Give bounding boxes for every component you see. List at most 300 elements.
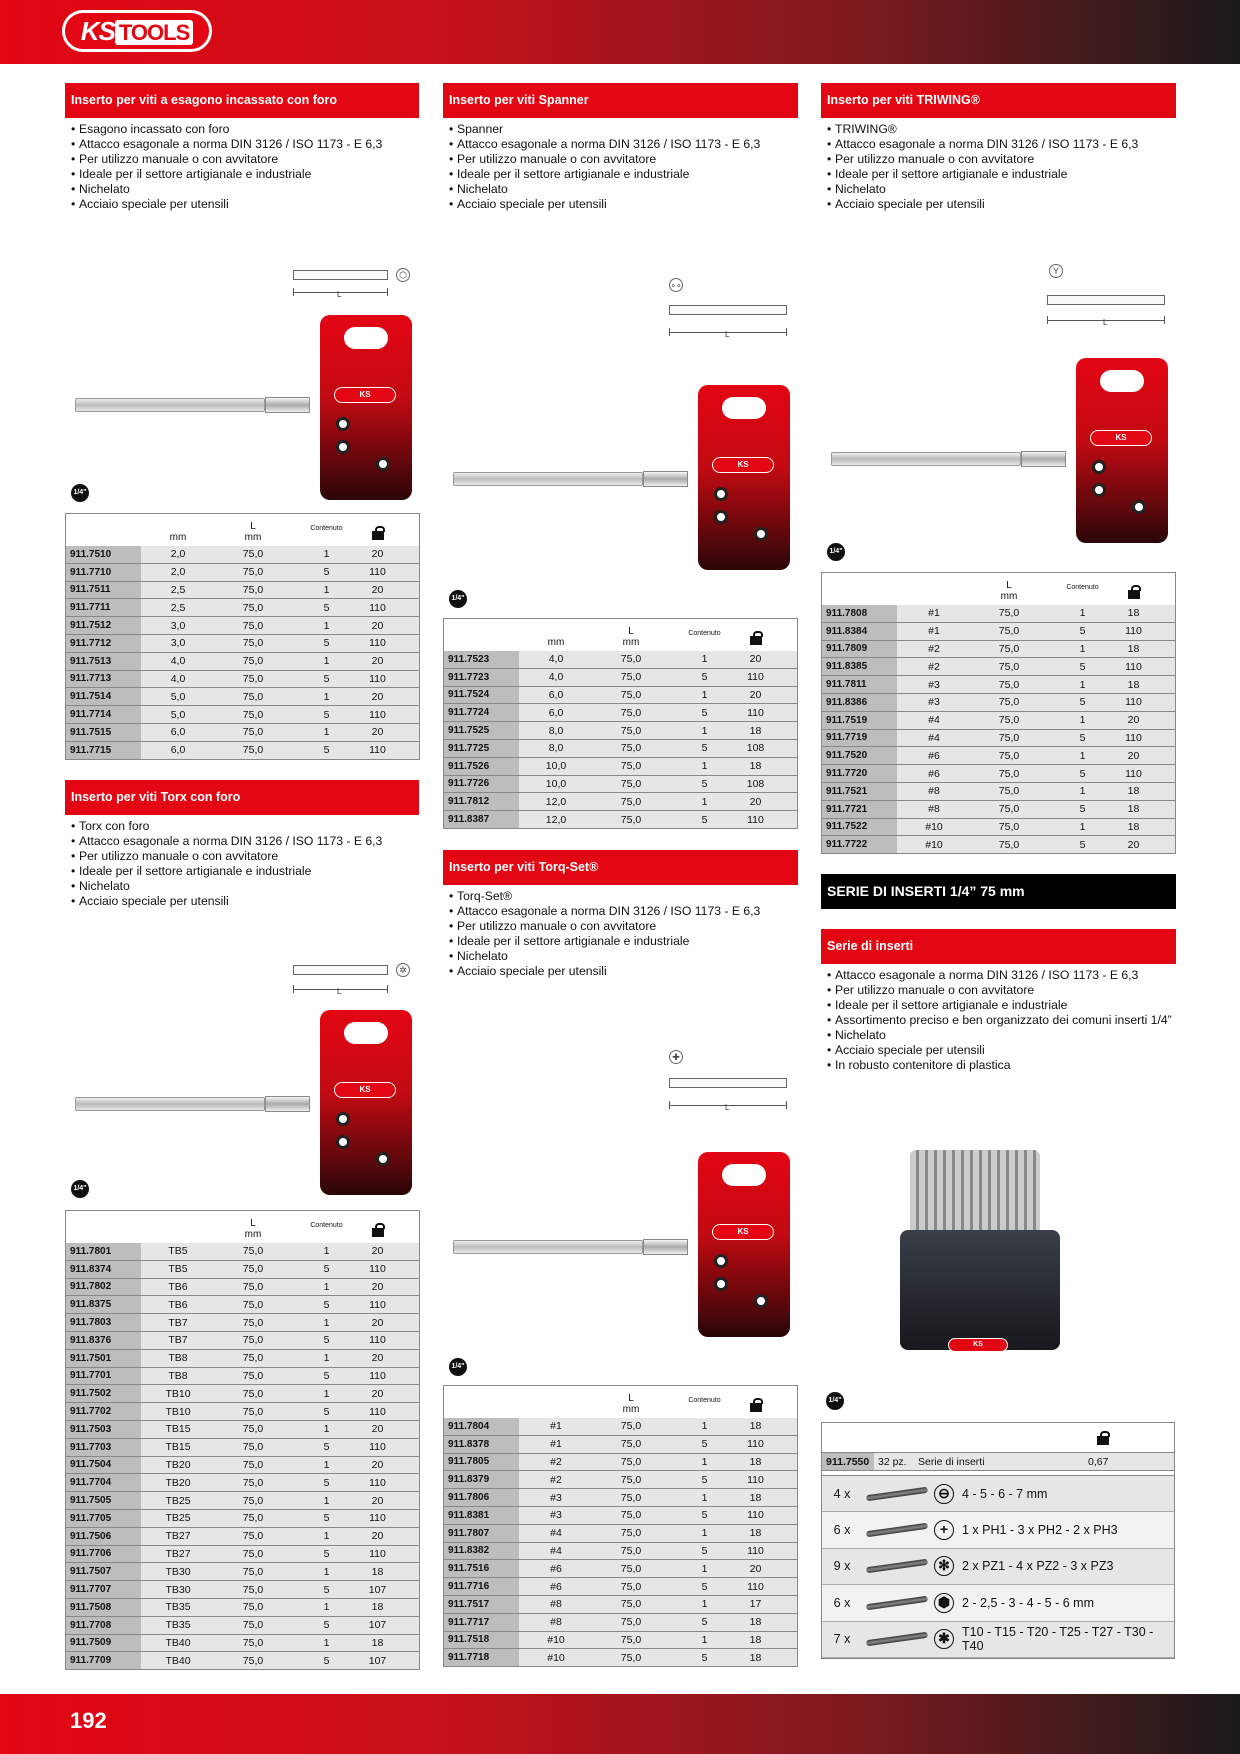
table-cell: 75,0 [216, 546, 291, 564]
table-cell: 5 [669, 704, 741, 722]
table-cell: 1 [669, 1453, 741, 1471]
table-cell: #10 [897, 836, 972, 854]
table-cell: 75,0 [216, 1474, 291, 1492]
table-row [66, 741, 420, 759]
top-banner [0, 0, 1240, 64]
feature-item: • Ideale per il settore artigianale e industriale [827, 167, 1176, 182]
table-cell: TB27 [141, 1527, 216, 1545]
torqset-tip-icon: ✚ [669, 1050, 683, 1064]
weight-icon [1097, 1431, 1109, 1445]
table-cell: 1 [1047, 605, 1119, 623]
table-cell: 2,5 [141, 581, 216, 599]
feature-item: • Per utilizzo manuale o con avvitatore [449, 919, 798, 934]
table-cell: 5 [291, 1331, 363, 1349]
table-cell: #4 [519, 1542, 594, 1560]
table-row [444, 1471, 798, 1489]
feature-list [65, 819, 419, 909]
table-cell: #8 [897, 800, 972, 818]
table-row [66, 1331, 420, 1349]
table-cell: 75,0 [972, 605, 1047, 623]
article-code: 911.7725 [444, 739, 519, 757]
article-code: 911.8384 [822, 622, 897, 640]
table-cell: 1 [291, 1527, 363, 1545]
article-code: 911.7811 [822, 676, 897, 694]
table-cell: 20 [363, 1243, 393, 1261]
table-cell: 75,0 [594, 1524, 669, 1542]
table-cell: 110 [363, 1509, 393, 1527]
table-cell: 75,0 [972, 818, 1047, 836]
table-row [444, 1649, 798, 1667]
feature-item: • In robusto contenitore di plastica [827, 1058, 1176, 1073]
table-cell: 75,0 [216, 1456, 291, 1474]
table-cell: 75,0 [594, 1560, 669, 1578]
weight-icon [372, 526, 384, 540]
table-cell: 18 [741, 757, 771, 775]
table-cell: 1 [669, 793, 741, 811]
table-cell: #4 [519, 1524, 594, 1542]
table-row [822, 605, 1176, 623]
table-cell: 75,0 [216, 1385, 291, 1403]
drive-badge: 1/4" [827, 543, 845, 561]
feature-list [443, 889, 798, 979]
set-item-desc: 2 x PZ1 - 4 x PZ2 - 3 x PZ3 [962, 1559, 1114, 1574]
table-cell: 75,0 [216, 1581, 291, 1599]
feature-list [443, 122, 798, 212]
table-cell: #2 [897, 658, 972, 676]
table-cell: 8,0 [519, 739, 594, 757]
table-cell: 75,0 [594, 739, 669, 757]
feature-item: • Attacco esagonale a norma DIN 3126 / ISO 1173 - E 6,3 [71, 137, 419, 152]
table-cell: 75,0 [594, 1578, 669, 1596]
table-cell: 1 [1047, 747, 1119, 765]
feature-item: • Ideale per il settore artigianale e industriale [449, 167, 798, 182]
table-cell: 20 [363, 1492, 393, 1510]
feature-item: • Ideale per il settore artigianale e industriale [827, 998, 1176, 1013]
table-row [66, 1634, 420, 1652]
table-cell: 75,0 [216, 581, 291, 599]
table-cell: 3,0 [141, 617, 216, 635]
table-cell: 2,5 [141, 599, 216, 617]
table-row [822, 836, 1176, 854]
table-row [822, 800, 1176, 818]
table-cell: 75,0 [216, 1509, 291, 1527]
table-cell: 18 [741, 1418, 771, 1436]
table-cell: 1 [669, 1524, 741, 1542]
table-cell: 3,0 [141, 634, 216, 652]
table-cell: TB6 [141, 1278, 216, 1296]
table-cell: 1 [669, 1418, 741, 1436]
article-code: 911.7512 [66, 617, 141, 635]
table-cell: 110 [1119, 693, 1149, 711]
table-cell: #2 [897, 640, 972, 658]
table-cell: 5 [291, 1474, 363, 1492]
table-row [66, 1581, 420, 1599]
article-code: 911.7519 [822, 711, 897, 729]
article-code: 911.7524 [444, 686, 519, 704]
table-cell: 108 [741, 739, 771, 757]
hex-icon: ⬢ [934, 1593, 954, 1613]
article-code: 911.7504 [66, 1456, 141, 1474]
ks-tools-logo: KS TOOLS [62, 10, 212, 52]
table-cell: 20 [1119, 747, 1149, 765]
feature-item: • Spanner [449, 122, 798, 137]
table-cell: 1 [291, 1598, 363, 1616]
table-cell: 75,0 [216, 1634, 291, 1652]
torx-icon: ✱ [934, 1629, 954, 1649]
table-row [822, 676, 1176, 694]
table-row [66, 1509, 420, 1527]
table-row [444, 739, 798, 757]
table-cell: 5,0 [141, 688, 216, 706]
table-row [822, 765, 1176, 783]
article-code: 911.7812 [444, 793, 519, 811]
feature-item: • Attacco esagonale a norma DIN 3126 / ISO 1173 - E 6,3 [827, 137, 1176, 152]
article-code: 911.7713 [66, 670, 141, 688]
article-code: 911.8381 [444, 1506, 519, 1524]
table-cell: 5 [291, 634, 363, 652]
table-row [66, 723, 420, 741]
article-code: 911.7513 [66, 652, 141, 670]
table-cell: 110 [1119, 622, 1149, 640]
table-cell: 75,0 [594, 1649, 669, 1667]
table-cell: 18 [363, 1634, 393, 1652]
table-row [822, 729, 1176, 747]
feature-item: • Attacco esagonale a norma DIN 3126 / ISO 1173 - E 6,3 [827, 968, 1176, 983]
table-cell: 1 [669, 1631, 741, 1649]
article-code: 911.7507 [66, 1563, 141, 1581]
article-code: 911.7719 [822, 729, 897, 747]
article-code: 911.8387 [444, 811, 519, 829]
table-row [822, 658, 1176, 676]
set-item-row [822, 1512, 1174, 1548]
table-cell: 20 [1119, 836, 1149, 854]
article-code: 911.7805 [444, 1453, 519, 1471]
table-cell: 75,0 [216, 670, 291, 688]
table-cell: 110 [741, 668, 771, 686]
feature-item: • Per utilizzo manuale o con avvitatore [449, 152, 798, 167]
table-cell: 110 [363, 1474, 393, 1492]
table-cell: TB40 [141, 1652, 216, 1670]
table-row [66, 1456, 420, 1474]
table-cell: 5 [291, 1367, 363, 1385]
table-cell: 75,0 [216, 617, 291, 635]
article-code: 911.7526 [444, 757, 519, 775]
set-item-desc: 2 - 2,5 - 3 - 4 - 5 - 6 mm [962, 1595, 1094, 1610]
table-cell: 75,0 [216, 563, 291, 581]
table-cell: 75,0 [594, 1595, 669, 1613]
table-row [66, 1385, 420, 1403]
table-row [66, 652, 420, 670]
feature-item: • Esagono incassato con foro [71, 122, 419, 137]
table-cell: 5 [669, 668, 741, 686]
table-cell: 5 [291, 1652, 363, 1670]
table-cell: 75,0 [216, 1420, 291, 1438]
table-cell: 20 [741, 793, 771, 811]
table-cell: 75,0 [216, 1652, 291, 1670]
table-cell: 1 [291, 1278, 363, 1296]
drive-badge: 1/4" [449, 590, 467, 608]
table-cell: 1 [669, 757, 741, 775]
table-cell: 1 [669, 651, 741, 669]
table-cell: TB10 [141, 1403, 216, 1421]
table-cell: 18 [741, 1453, 771, 1471]
table-cell: 5 [669, 1542, 741, 1560]
table-cell: 107 [363, 1616, 393, 1634]
article-code: 911.7510 [66, 546, 141, 564]
table-row [444, 1542, 798, 1560]
table-cell: 6,0 [141, 723, 216, 741]
section-triwing [821, 83, 1176, 212]
article-code: 911.7506 [66, 1527, 141, 1545]
article-code: 911.7709 [66, 1652, 141, 1670]
table-cell: 75,0 [972, 747, 1047, 765]
section-bit-set [821, 874, 1176, 1073]
pozidriv-icon: ✻ [934, 1556, 954, 1576]
table-cell: 18 [1119, 676, 1149, 694]
table-row [444, 1595, 798, 1613]
table-cell: 110 [363, 563, 393, 581]
table-cell: 110 [1119, 729, 1149, 747]
table-row: 911.7550 32 pz. Serie di inserti 0,67 [822, 1453, 1174, 1471]
article-code: 911.7516 [444, 1560, 519, 1578]
table-cell: 5 [291, 1509, 363, 1527]
feature-item: • Nichelato [71, 182, 419, 197]
spec-table-triwing: L mm Contenuto 911.7808 #1 75,0 1 18 911.8384 #1 75,0 5 110 911.7809 #2 75,0 1 18 911.8385 #2 75,0 5 110 911.7811 #3 75,0 1 18 911.8386 #3 75,0 5 110 911.7519 #4 75,0 1 20 911.7719 #4 75,0 5 110 911.7520 #6 75,0 1 20 911.7720 #6 75,0 5 110 911.7521 #8 75,0 1 18 911.7721 #8 75,0 5 18 911.7522 #10 75,0 1 18 911.7722 #10 75,0 5 20 [821, 572, 1176, 854]
article-code: 911.7715 [66, 741, 141, 759]
table-cell: 107 [363, 1581, 393, 1599]
drive-badge: 1/4" [71, 1180, 89, 1198]
table-row [444, 1435, 798, 1453]
table-cell: 75,0 [216, 1438, 291, 1456]
table-cell: 1 [669, 1560, 741, 1578]
drive-badge: 1/4" [449, 1358, 467, 1376]
table-cell: 75,0 [216, 1349, 291, 1367]
table-cell: 20 [363, 1527, 393, 1545]
article-code: 911.7804 [444, 1418, 519, 1436]
table-cell: 1 [669, 1595, 741, 1613]
table-cell: 5 [669, 1435, 741, 1453]
table-cell: 75,0 [216, 1598, 291, 1616]
table-cell: TB25 [141, 1492, 216, 1510]
table-cell: 20 [363, 546, 393, 564]
table-cell: 1 [291, 723, 363, 741]
table-cell: 5 [291, 1616, 363, 1634]
table-row [822, 782, 1176, 800]
table-cell: #10 [519, 1649, 594, 1667]
table-row [444, 1578, 798, 1596]
article-code: 911.7522 [822, 818, 897, 836]
table-cell: 18 [363, 1598, 393, 1616]
table-cell: TB25 [141, 1509, 216, 1527]
table-cell: 5 [1047, 622, 1119, 640]
article-code: 911.7716 [444, 1578, 519, 1596]
feature-item: • Assortimento preciso e ben organizzato dei comuni inserti 1/4” [827, 1013, 1176, 1028]
section-title: Inserto per viti Torq-Set® [443, 850, 798, 885]
article-code: 911.7702 [66, 1403, 141, 1421]
table-cell: 1 [291, 688, 363, 706]
table-cell: 75,0 [972, 836, 1047, 854]
feature-item: • Per utilizzo manuale o con avvitatore [71, 849, 419, 864]
table-cell: 1 [669, 686, 741, 704]
table-cell: TB7 [141, 1331, 216, 1349]
table-cell: 75,0 [216, 1243, 291, 1261]
table-row [444, 1453, 798, 1471]
table-cell: 75,0 [972, 676, 1047, 694]
feature-item: • Attacco esagonale a norma DIN 3126 / ISO 1173 - E 6,3 [449, 137, 798, 152]
hex-tip-icon: ⬡ [396, 268, 410, 282]
set-item-desc: T10 - T15 - T20 - T25 - T27 - T30 - T40 [962, 1625, 1154, 1654]
table-row [66, 1492, 420, 1510]
feature-item: • Ideale per il settore artigianale e industriale [71, 167, 419, 182]
article-code: 911.8375 [66, 1296, 141, 1314]
article-code: 911.7520 [822, 747, 897, 765]
table-cell: #8 [519, 1613, 594, 1631]
table-cell: 18 [741, 1613, 771, 1631]
article-code: 911.7803 [66, 1314, 141, 1332]
table-cell: 18 [741, 722, 771, 740]
feature-item: • Per utilizzo manuale o con avvitatore [71, 152, 419, 167]
table-row [444, 704, 798, 722]
table-cell: 110 [363, 1545, 393, 1563]
table-cell: 75,0 [216, 723, 291, 741]
table-row [66, 1563, 420, 1581]
table-cell: 12,0 [519, 793, 594, 811]
table-cell: TB15 [141, 1438, 216, 1456]
feature-item: • Acciaio speciale per utensili [449, 964, 798, 979]
article-code: 911.7525 [444, 722, 519, 740]
table-cell: 17 [741, 1595, 771, 1613]
table-cell: 110 [363, 1296, 393, 1314]
article-code: 911.7511 [66, 581, 141, 599]
slot-icon: ⊖ [934, 1484, 954, 1504]
table-cell: 110 [363, 1403, 393, 1421]
section-title: Inserto per viti a esagono incassato con foro [65, 83, 419, 118]
feature-item: • Torx con foro [71, 819, 419, 834]
table-cell: 75,0 [594, 1506, 669, 1524]
table-cell: 110 [363, 1260, 393, 1278]
table-row [444, 1560, 798, 1578]
article-code: 911.7704 [66, 1474, 141, 1492]
feature-item: • Acciaio speciale per utensili [827, 1043, 1176, 1058]
table-row [66, 563, 420, 581]
table-cell: 75,0 [972, 622, 1047, 640]
table-cell: TB30 [141, 1563, 216, 1581]
article-code: 911.7722 [822, 836, 897, 854]
table-cell: #6 [897, 765, 972, 783]
article-code: 911.7717 [444, 1613, 519, 1631]
table-row [444, 722, 798, 740]
table-cell: 1 [291, 1634, 363, 1652]
feature-item: • Ideale per il settore artigianale e industriale [71, 864, 419, 879]
table-cell: TB6 [141, 1296, 216, 1314]
table-cell: 20 [363, 1349, 393, 1367]
table-row [822, 818, 1176, 836]
feature-item: • Per utilizzo manuale o con avvitatore [827, 152, 1176, 167]
table-cell: 1 [291, 1314, 363, 1332]
table-cell: 1 [291, 1492, 363, 1510]
article-code: 911.7707 [66, 1581, 141, 1599]
feature-item: • Acciaio speciale per utensili [449, 197, 798, 212]
table-cell: 18 [1119, 605, 1149, 623]
table-row [444, 793, 798, 811]
table-row [66, 1296, 420, 1314]
table-cell: 107 [363, 1652, 393, 1670]
table-cell: 5 [291, 1296, 363, 1314]
article-code: 911.7523 [444, 651, 519, 669]
table-cell: 75,0 [216, 1563, 291, 1581]
article-code: 911.7701 [66, 1367, 141, 1385]
table-row [822, 747, 1176, 765]
set-item-qty: 6 x [833, 1595, 851, 1610]
table-cell: 75,0 [594, 704, 669, 722]
table-row [822, 693, 1176, 711]
table-cell: #4 [897, 711, 972, 729]
table-cell: 1 [291, 1563, 363, 1581]
section-title: Serie di inserti [821, 929, 1176, 964]
spec-table-spanner: mm L mm Contenuto 911.7523 4,0 75,0 1 20 911.7723 4,0 75,0 5 110 911.7524 6,0 75,0 1 20 911.7724 6,0 75,0 5 110 911.7525 8,0 75,0 1 18 911.7725 8,0 75,0 5 108 911.7526 10,0 75,0 1 18 911.7726 10,0 75,0 5 108 911.7812 12,0 75,0 1 20 911.8387 12,0 75,0 5 110 [443, 618, 798, 829]
table-cell: #1 [519, 1435, 594, 1453]
table-cell: 20 [363, 1456, 393, 1474]
article-code: 911.8382 [444, 1542, 519, 1560]
table-cell: 1 [291, 1243, 363, 1261]
table-cell: 20 [741, 686, 771, 704]
table-cell: 1 [1047, 782, 1119, 800]
table-cell: 110 [363, 706, 393, 724]
table-cell: 75,0 [216, 1331, 291, 1349]
table-cell: #1 [897, 605, 972, 623]
bit-set-table [821, 1422, 1175, 1659]
table-cell: 5 [291, 741, 363, 759]
table-cell: 6,0 [141, 741, 216, 759]
table-cell: 75,0 [594, 1613, 669, 1631]
table-row [66, 1349, 420, 1367]
table-cell: 1 [291, 1385, 363, 1403]
spec-table-torqset: L mm Contenuto 911.7804 #1 75,0 1 18 911.8378 #1 75,0 5 110 911.7805 #2 75,0 1 18 911.8379 #2 75,0 5 110 911.7806 #3 75,0 1 18 911.8381 #3 75,0 5 110 911.7807 #4 75,0 1 18 911.8382 #4 75,0 5 110 911.7516 #6 75,0 1 20 911.7716 #6 75,0 5 110 911.7517 #8 75,0 1 17 911.7717 #8 75,0 5 18 911.7518 #10 75,0 1 18 911.7718 #10 75,0 5 18 [443, 1385, 798, 1667]
table-cell: TB5 [141, 1243, 216, 1261]
article-code: 911.7708 [66, 1616, 141, 1634]
table-cell: 75,0 [972, 800, 1047, 818]
table-row [66, 599, 420, 617]
table-cell: 5 [1047, 800, 1119, 818]
table-cell: 5 [669, 1578, 741, 1596]
set-item-row [822, 1585, 1174, 1621]
weight-icon [372, 1223, 384, 1237]
table-row [66, 546, 420, 564]
table-cell: 75,0 [216, 1278, 291, 1296]
table-row [66, 1598, 420, 1616]
table-cell: #2 [519, 1453, 594, 1471]
table-cell: 20 [363, 1314, 393, 1332]
table-cell: 75,0 [972, 658, 1047, 676]
set-item-desc: 1 x PH1 - 3 x PH2 - 2 x PH3 [962, 1523, 1118, 1538]
table-cell: 2,0 [141, 563, 216, 581]
article-code: 911.7521 [822, 782, 897, 800]
table-cell: 110 [741, 1435, 771, 1453]
table-cell: 20 [363, 652, 393, 670]
table-cell: 75,0 [216, 652, 291, 670]
table-cell: 75,0 [972, 765, 1047, 783]
article-code: 911.7720 [822, 765, 897, 783]
table-cell: 75,0 [594, 686, 669, 704]
table-cell: TB20 [141, 1456, 216, 1474]
article-code: 911.7518 [444, 1631, 519, 1649]
table-cell: TB15 [141, 1420, 216, 1438]
table-cell: 75,0 [216, 1296, 291, 1314]
table-cell: 108 [741, 775, 771, 793]
table-cell: 18 [1119, 640, 1149, 658]
table-cell: 5 [291, 1260, 363, 1278]
table-cell: TB7 [141, 1314, 216, 1332]
